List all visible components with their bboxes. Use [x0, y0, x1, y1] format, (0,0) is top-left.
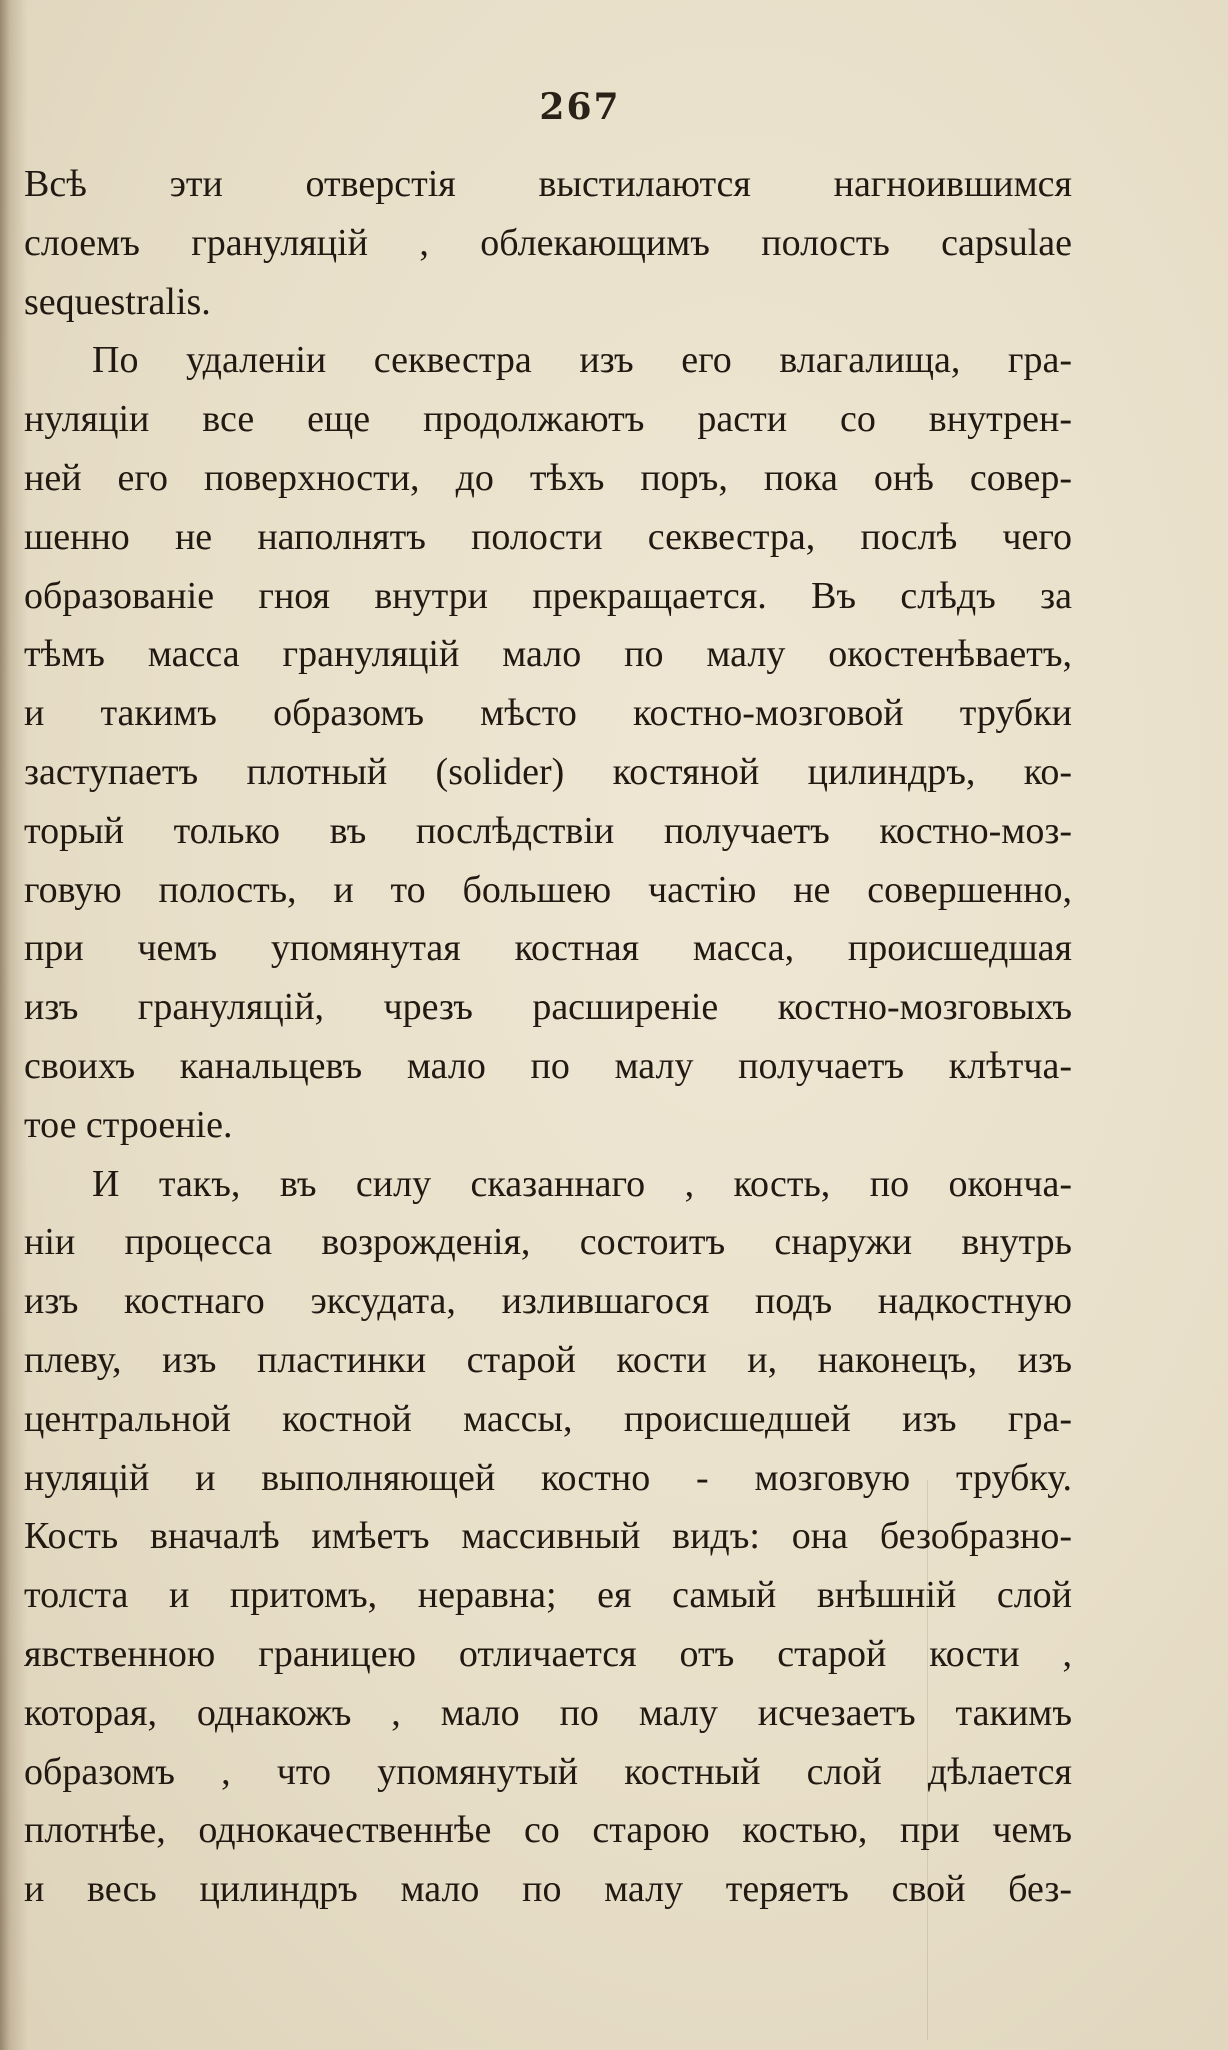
text-line: слоемъ грануляцій , облекающимъ полость capsulae [24, 221, 1072, 264]
text-line: нуляцій и выполняющей костно - мозговую трубку. [24, 1456, 1072, 1499]
text-line: говую полость, и то большею частію не совершенно, [24, 868, 1072, 911]
text-line: торый только въ послѣдствіи получаетъ костно-моз- [24, 809, 1072, 852]
text-line: ніи процесса возрожденія, состоитъ снаружи внутрь [24, 1221, 1072, 1264]
text-line: sequestralis. [24, 280, 211, 323]
text-line: и такимъ образомъ мѣсто костно-мозговой трубки [24, 692, 1072, 735]
text-line: своихъ канальцевъ мало по малу получаетъ клѣтча- [24, 1044, 1072, 1087]
text-line: центральной костной массы, происшедшей изъ гра- [24, 1397, 1072, 1440]
text-line: ней его поверхности, до тѣхъ поръ, пока онѣ совер- [24, 456, 1072, 499]
text-line: плотнѣе, однокачественнѣе со старою костью, при чемъ [24, 1809, 1072, 1852]
text-line: И такъ, въ силу сказаннаго , кость, по оконча- [92, 1162, 1072, 1205]
text-line: изъ костнаго эксудата, излившагося подъ надкостную [24, 1280, 1072, 1323]
text-line: тое строеніе. [24, 1103, 233, 1146]
text-line: изъ грануляцій, чрезъ расширеніе костно-мозговыхъ [24, 986, 1072, 1029]
text-line: плеву, изъ пластинки старой кости и, наконецъ, изъ [24, 1338, 1072, 1381]
text-line: Всѣ эти отверстія выстилаются нагноившимся [24, 163, 1072, 205]
text-line: при чемъ упомянутая костная масса, происшедшая [24, 927, 1072, 970]
text-line: явственною границею отличается отъ старой кости , [24, 1632, 1072, 1675]
text-line: образомъ , что упомянутый костный слой дѣлается [24, 1750, 1072, 1793]
text-line: Кость вначалѣ имѣетъ массивный видъ: она безобразно- [24, 1515, 1072, 1558]
text-line: нуляціи все еще продолжаютъ расти со внутрен- [24, 398, 1072, 441]
text-line: шенно не наполнятъ полости секвестра, послѣ чего [24, 515, 1072, 558]
text-line: образованіе гноя внутри прекращается. Въ слѣдъ за [24, 574, 1072, 617]
text-line: толста и притомъ, неравна; ея самый внѣшній слой [24, 1574, 1072, 1617]
text-line: По удаленіи секвестра изъ его влагалища, гра- [92, 339, 1072, 382]
body-text [24, 155, 1072, 1919]
text-line: которая, однакожъ , мало по малу исчезаетъ такимъ [24, 1691, 1072, 1734]
page-number: 267 [539, 86, 621, 128]
text-line: и весь цилиндръ мало по малу теряетъ свой без- [24, 1868, 1072, 1911]
text-line: тѣмъ масса грануляцій мало по малу окостенѣваетъ, [24, 633, 1072, 676]
text-line: заступаетъ плотный (solider) костяной цилиндръ, ко- [24, 750, 1072, 793]
